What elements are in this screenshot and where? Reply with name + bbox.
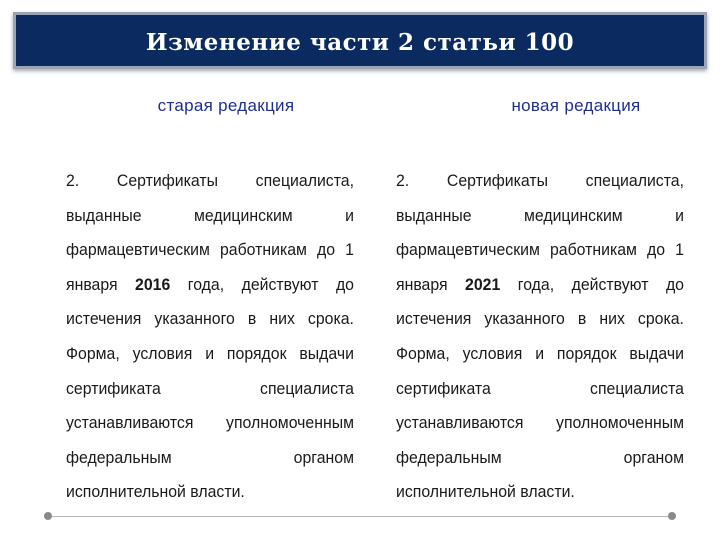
text-word: Сертификаты [446,172,548,190]
text-line [396,475,684,510]
text-line [66,233,354,268]
text-word: исполнительной власти. [396,483,575,502]
text-word: до [317,241,336,260]
text-word: срока. [307,310,354,329]
text-word: выданные [396,206,472,225]
title-bar [13,12,707,69]
text-word: работникам [219,241,307,260]
text-word: органом [293,448,354,467]
text-word: Форма, [66,344,120,363]
text-line [396,199,684,234]
text-line [66,164,354,199]
text-word: января [66,275,118,294]
text-word: них [269,310,295,329]
text-word: в [577,310,587,329]
text-word: работникам [549,241,637,260]
text-line [396,337,684,372]
text-word: специалиста [260,379,354,398]
text-word: в [247,310,257,329]
text-word: уполномоченным [556,414,684,433]
text-word: сертификата [66,379,161,398]
text-word: и [345,206,354,225]
text-word: Сертификаты [116,172,218,190]
text-word: истечения [66,310,142,329]
text-line [66,372,354,407]
old-version-column [66,96,366,510]
text-line [66,337,354,372]
text-line [396,441,684,476]
text-word: выданные [66,206,142,225]
text-line [66,406,354,441]
text-word: и [675,206,684,225]
text-word: уполномоченным [226,414,354,433]
text-word: действуют [241,275,319,294]
text-word: условия [462,344,523,363]
year-value: 2016 [135,275,171,294]
text-word: исполнительной власти. [66,483,245,502]
new-version-column [396,96,696,510]
text-word: фармацевтическим [66,241,210,260]
text-word: специалиста [590,379,684,398]
text-word: устанавливаются [396,414,524,433]
text-word: медицинским [523,206,623,225]
text-word: специалиста, [585,172,684,190]
text-word: устанавливаются [66,414,194,433]
footer-dot-left [44,512,52,520]
text-line [396,372,684,407]
text-word: федеральным [396,448,502,467]
text-line [396,268,684,303]
text-word: до [335,275,354,294]
text-word: порядок [556,344,617,363]
text-word: 2. [396,172,410,190]
text-word: 1 [675,241,684,260]
old-version-header: старая редакция [157,96,295,115]
year-value: 2021 [465,275,501,294]
footer-dot-right [668,512,676,520]
text-word: января [396,275,448,294]
text-word: 1 [345,241,354,260]
text-line [396,233,684,268]
text-line [66,441,354,476]
text-word: органом [623,448,684,467]
text-word: и [535,344,545,363]
text-word: действуют [571,275,649,294]
slide-title: Изменение части 2 статьи 100 [145,29,575,56]
text-word: условия [132,344,193,363]
text-word: срока. [637,310,684,329]
text-line [396,164,684,199]
text-word: них [599,310,625,329]
text-word: года, [187,275,225,294]
text-word: выдачи [629,344,684,363]
text-word: Форма, [396,344,450,363]
text-line [66,302,354,337]
text-line [396,302,684,337]
text-line [396,406,684,441]
text-word: медицинским [193,206,293,225]
text-word: сертификата [396,379,491,398]
text-word: федеральным [66,448,172,467]
text-word: истечения [396,310,472,329]
text-line [66,268,354,303]
text-word: 2. [66,172,80,190]
text-word: указанного [484,310,565,329]
text-word: фармацевтическим [396,241,540,260]
text-line [66,475,354,510]
footer-divider [52,516,668,517]
text-word: и [205,344,215,363]
new-version-header: новая редакция [511,96,641,115]
text-word: специалиста, [255,172,354,190]
old-version-text [66,164,366,510]
text-word: выдачи [299,344,354,363]
new-version-text [396,164,696,510]
text-word: до [665,275,684,294]
text-word: порядок [226,344,287,363]
text-line [66,199,354,234]
text-word: до [647,241,666,260]
text-word: указанного [154,310,235,329]
text-word: года, [517,275,555,294]
